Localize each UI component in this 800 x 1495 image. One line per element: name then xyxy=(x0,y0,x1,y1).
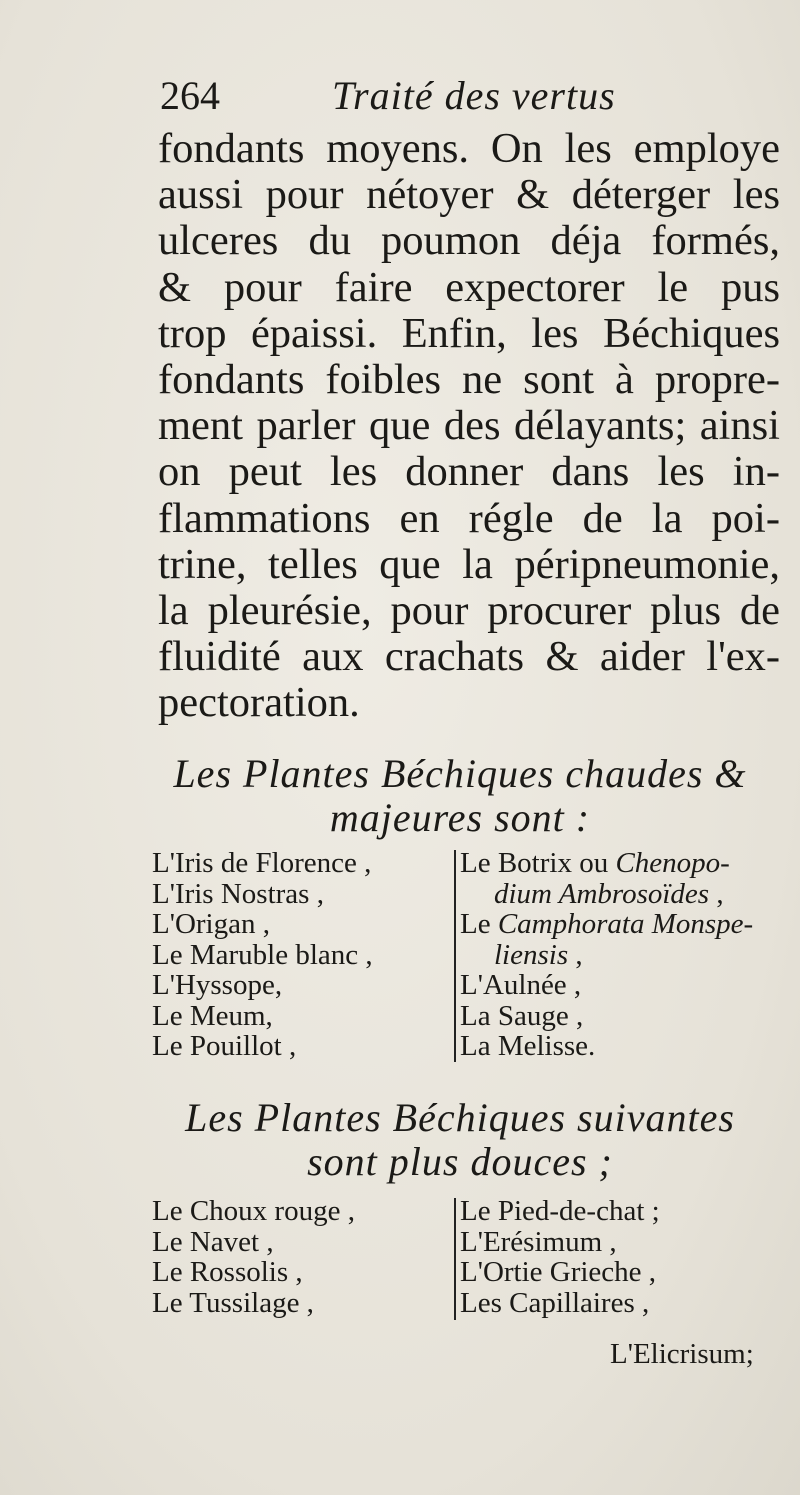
body-line: flammations en régle de la poi- xyxy=(158,494,780,542)
plant-item: Les Capillaires , xyxy=(460,1286,650,1319)
plant-item: Le Camphorata Monspe- xyxy=(460,908,754,940)
plant-item: Le Maruble blanc , xyxy=(152,938,373,971)
plant-item: L'Hyssope, xyxy=(152,969,283,1001)
body-line: trop épaissi. Enfin, les Béchiques xyxy=(158,309,780,357)
plant-item: dium Ambrosoïdes , xyxy=(494,877,724,910)
heading-line: Les Plantes Béchiques suivantes xyxy=(185,1095,735,1140)
plant-item: L'Iris Nostras , xyxy=(152,877,324,910)
body-line: fondants foibles ne sont à propre- xyxy=(158,355,780,403)
body-line: trine, telles que la péripneumonie, xyxy=(158,540,780,588)
plant-item: Le Pied-de-chat ; xyxy=(460,1195,660,1227)
body-text xyxy=(158,126,780,726)
page-header xyxy=(160,72,760,128)
plant-item: L'Erésimum , xyxy=(460,1225,617,1258)
plant-item: La Melisse. xyxy=(460,1030,596,1062)
plant-item: Le Botrix ou Chenopo- xyxy=(460,847,730,879)
plant-list-left-column xyxy=(152,1196,355,1318)
plant-item: Le Meum, xyxy=(152,999,273,1032)
plant-item: Le Choux rouge , xyxy=(152,1195,355,1227)
plant-item: Le Navet , xyxy=(152,1225,274,1258)
plant-item: La Sauge , xyxy=(460,999,584,1032)
heading-line: Les Plantes Béchiques chaudes & xyxy=(173,751,747,796)
body-line: on peut les donner dans les in- xyxy=(158,448,780,496)
plant-item: L'Ortie Grieche , xyxy=(460,1256,657,1288)
body-line: ulceres du poumon déja formés, xyxy=(158,217,780,265)
page-number: 264 xyxy=(160,73,220,118)
heading-line: majeures sont : xyxy=(329,795,591,840)
plant-list-right-column xyxy=(460,848,753,1062)
body-line: la pleurésie, pour procurer plus de xyxy=(158,586,780,634)
plant-item: Le Pouillot , xyxy=(152,1030,297,1062)
body-line: & pour faire expectorer le pus xyxy=(158,263,780,311)
heading-line: sont plus douces ; xyxy=(307,1139,613,1184)
section-heading-mild-plants xyxy=(140,1096,780,1184)
plant-item: L'Origan , xyxy=(152,908,270,940)
running-title: Traité des vertus xyxy=(332,73,616,118)
column-divider xyxy=(454,1198,456,1320)
body-line: pectoration. xyxy=(158,679,360,727)
plant-item: L'Aulnée , xyxy=(460,969,582,1001)
plant-item: liensis , xyxy=(494,938,583,971)
column-divider xyxy=(454,850,456,1062)
body-line: ment parler que des délayants; ainsi xyxy=(158,402,780,450)
plant-list-left-column xyxy=(152,848,373,1062)
plant-item: Le Tussilage , xyxy=(152,1286,314,1319)
body-line: aussi pour nétoyer & déterger les xyxy=(158,171,780,219)
plant-item: Le Rossolis , xyxy=(152,1256,303,1288)
plant-item: L'Iris de Florence , xyxy=(152,847,372,879)
body-line: fondants moyens. On les employe xyxy=(158,125,780,172)
final-plant-item: L'Elicrisum; xyxy=(610,1338,754,1370)
plant-list-right-column xyxy=(460,1196,660,1318)
section-heading-warm-plants xyxy=(140,752,780,840)
body-line: fluidité aux crachats & aider l'ex- xyxy=(158,633,780,681)
